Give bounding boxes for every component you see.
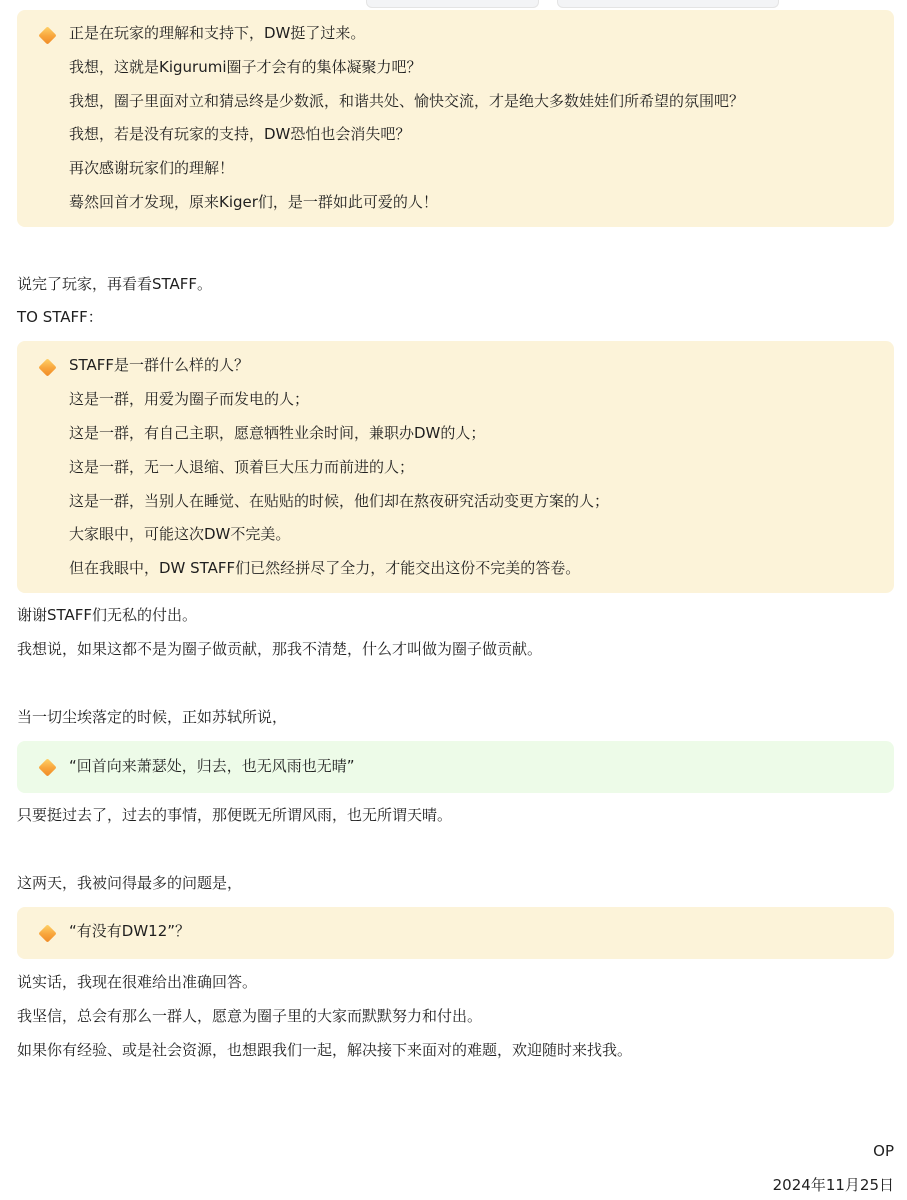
- cutoff-fragment: [557, 0, 779, 8]
- diamond-icon: [38, 358, 56, 376]
- callout-line: 我想，圈子里面对立和猜忌终是少数派，和谐共处、愉快交流，才是绝大多数娃娃们所希望的氛围吧？: [69, 92, 745, 110]
- paragraph-line: 当一切尘埃落定的时候，正如苏轼所说，: [17, 708, 288, 726]
- callout-line: 我想，若是没有玩家的支持，DW恐怕也会消失吧？: [69, 125, 411, 143]
- callout-line: 但在我眼中，DW STAFF们已然经拼尽了全力，才能交出这份不完美的答卷。: [69, 559, 581, 577]
- diamond-icon: [38, 924, 56, 942]
- diamond-icon: [38, 758, 56, 776]
- paragraph-line: 这两天，我被问得最多的问题是，: [17, 874, 243, 892]
- paragraph-line: 只要挺过去了，过去的事情，那便既无所谓风雨，也无所谓天晴。: [17, 806, 453, 824]
- paragraph-line: 说完了玩家，再看看STAFF。: [17, 275, 213, 293]
- callout-line: 蓦然回首才发现，原来Kiger们，是一群如此可爱的人！: [69, 193, 438, 211]
- callout-line: 大家眼中，可能这次DW不完美。: [69, 525, 291, 543]
- callout-line: 正是在玩家的理解和支持下，DW挺了过来。: [69, 24, 366, 42]
- diamond-icon: [38, 26, 56, 44]
- quote-line: “有没有DW12”？: [69, 922, 191, 940]
- signature-date: 2024年11月25日: [772, 1176, 894, 1194]
- callout-line: 这是一群，当别人在睡觉、在贴贴的时候，他们却在熬夜研究活动变更方案的人；: [69, 492, 610, 510]
- paragraph-line: 如果你有经验、或是社会资源，也想跟我们一起，解决接下来面对的难题，欢迎随时来找我。: [17, 1041, 633, 1059]
- callout-line: 这是一群，用爱为圈子而发电的人；: [69, 390, 310, 408]
- top-cutoff-strip: [0, 0, 907, 8]
- paragraph-line: TO STAFF：: [17, 308, 103, 326]
- callout-line: 这是一群，有自己主职，愿意牺牲业余时间，兼职办DW的人；: [69, 424, 486, 442]
- quote-line: “回首向来萧瑟处，归去，也无风雨也无晴”: [69, 757, 355, 775]
- callout-line: 这是一群，无一人退缩、顶着巨大压力而前进的人；: [69, 458, 415, 476]
- callout-line: STAFF是一群什么样的人？: [69, 356, 250, 374]
- paragraph-line: 谢谢STAFF们无私的付出。: [17, 606, 198, 624]
- paragraph-line: 说实话，我现在很难给出准确回答。: [17, 973, 258, 991]
- cutoff-fragment: [366, 0, 539, 8]
- paragraph-line: 我坚信，总会有那么一群人，愿意为圈子里的大家而默默努力和付出。: [17, 1007, 483, 1025]
- callout-line: 再次感谢玩家们的理解！: [69, 159, 235, 177]
- paragraph-line: 我想说，如果这都不是为圈子做贡献，那我不清楚，什么才叫做为圈子做贡献。: [17, 640, 543, 658]
- callout-line: 我想，这就是Kigurumi圈子才会有的集体凝聚力吧？: [69, 58, 422, 76]
- signature-author: OP: [873, 1142, 894, 1160]
